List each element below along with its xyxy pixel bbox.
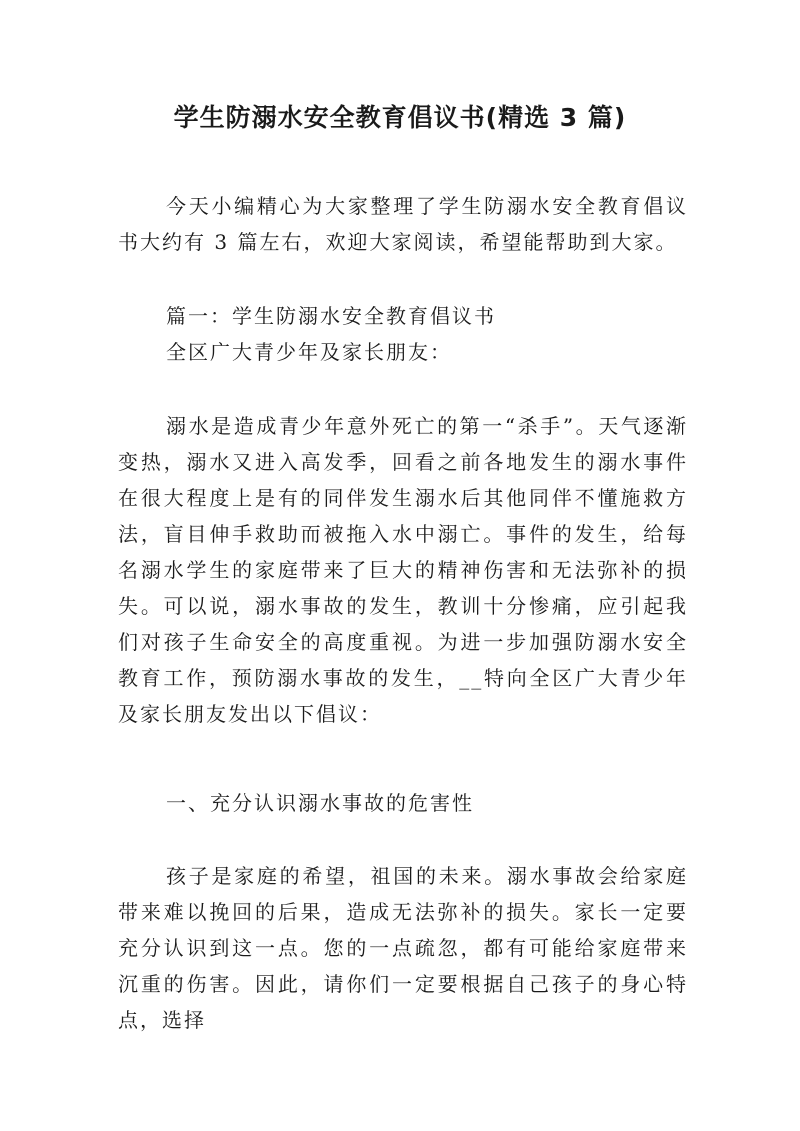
body-paragraph-2: 孩子是家庭的希望，祖国的未来。溺水事故会给家庭带来难以挽回的后果，造成无法弥补的损失。家长一定要充分认识到这一点。您的一点疏忽，都有可能给家庭带来沉重的伤害。因此，请你们一定要根据自己孩子的身心特点，选择 (118, 864, 688, 1032)
document-title: 学生防溺水安全教育倡议书(精选 3 篇) (173, 103, 627, 132)
body-paragraph-1: 溺水是造成青少年意外死亡的第一“杀手”。天气逐渐变热，溺水又进入高发季，回看之前各地发生的溺水事件在很大程度上是有的同伴发生溺水后其他同伴不懂施救方法，盲目伸手救助而被拖入水中溺亡。事件的发生，给每名溺水学生的家庭带来了巨大的精神伤害和无法弥补的损失。可以说，溺水事故的发生，教训十分惨痛，应引起我们对孩子生命安全的高度重视。为进一步加强防溺水安全教育工作，预防溺水事故的发生，__特向全区广大青少年及家长朋友发出以下倡议： (118, 414, 688, 726)
greeting-line: 全区广大青少年及家长朋友： (166, 340, 452, 364)
chapter-heading: 篇一：学生防溺水安全教育倡议书 (166, 304, 496, 328)
section-1-heading: 一、充分认识溺水事故的危害性 (166, 791, 474, 815)
intro-paragraph: 今天小编精心为大家整理了学生防溺水安全教育倡议书大约有 3 篇左右，欢迎大家阅读，希望能帮助到大家。 (118, 194, 688, 254)
